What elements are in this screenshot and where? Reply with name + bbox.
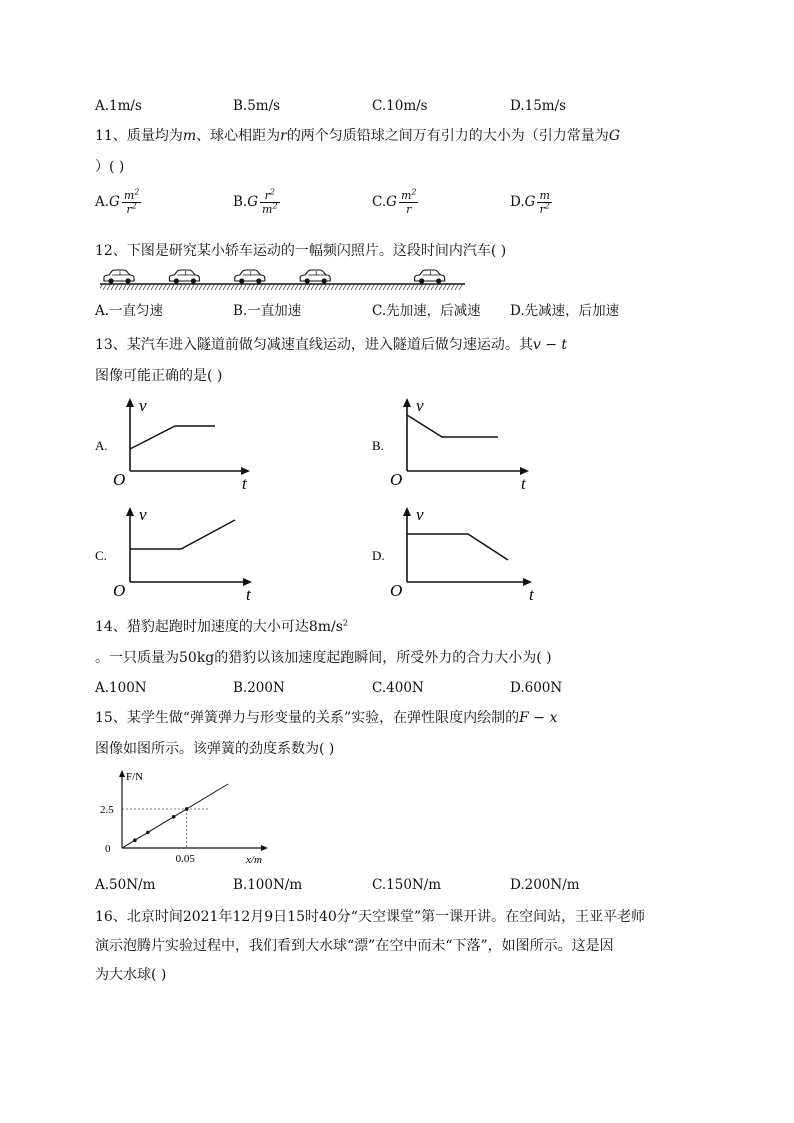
q13-stem-line1: 13、某汽车进入隧道前做匀减速直线运动，进入隧道后做匀速运动。其v − t — [95, 337, 567, 353]
ground-hatch — [287, 285, 290, 290]
ground-hatch — [295, 285, 298, 290]
q10-option-c: C.10m/s — [372, 98, 428, 114]
y-tick-2-5: 2.5 — [100, 803, 114, 816]
x-axis-label: x/m — [246, 854, 262, 866]
q11-stem-line2: ）( ) — [95, 159, 125, 175]
ground-hatch — [459, 285, 462, 290]
ground-hatch — [267, 285, 270, 290]
ground-hatch — [367, 285, 370, 290]
ground-hatch — [167, 285, 170, 290]
strobe-photo-cars — [100, 268, 465, 292]
ground-hatch — [219, 285, 222, 290]
ground-hatch — [379, 285, 382, 290]
q11-option-b: B.G $\frac{r^2}{m^2}$ — [233, 187, 278, 216]
ground-hatch — [411, 285, 414, 290]
ground-hatch — [371, 285, 374, 290]
ground-hatch — [227, 285, 230, 290]
q14-stem-line2: 。一只质量为50kg的猎豹以该加速度起跑瞬间，所受外力的合力大小为( ) — [95, 650, 552, 666]
v-axis-arrow — [126, 398, 134, 407]
ground-hatch — [107, 285, 110, 290]
ground-hatch — [207, 285, 210, 290]
ground-hatch — [275, 285, 278, 290]
vt-curve — [130, 520, 235, 549]
ground-hatch — [255, 285, 258, 290]
ground-hatch — [335, 285, 338, 290]
ground-hatch — [359, 285, 362, 290]
ground-hatch — [139, 285, 142, 290]
x-axis-arrow — [261, 845, 268, 851]
graph-a-label: A. — [95, 438, 108, 453]
ground-hatch — [279, 285, 282, 290]
ground-hatch — [147, 285, 150, 290]
car-1 — [104, 270, 134, 284]
q11-option-d: D.G $\frac{m}{r^2}$ — [510, 189, 550, 216]
ground-hatch — [191, 285, 194, 290]
ground-hatch — [307, 285, 310, 290]
data-point-4 — [185, 807, 189, 811]
q13-graph-d — [372, 502, 542, 602]
q15-option-a: A.50N/m — [95, 877, 156, 893]
ground-hatch — [323, 285, 326, 290]
graph-d-label: D. — [372, 548, 385, 563]
ground-hatch — [303, 285, 306, 290]
q16-stem-line1: 16、北京时间2021年12月9日15时40分“天空课堂”第一课开讲。在空间站，王亚平老师 — [95, 909, 646, 925]
q14-option-c: C.400N — [372, 680, 424, 696]
v-axis-arrow — [403, 398, 411, 407]
y-axis-arrow — [119, 770, 125, 777]
v-axis-arrow — [403, 507, 411, 516]
ground-hatch — [223, 285, 226, 290]
ground-hatch — [143, 285, 146, 290]
ground-hatch — [383, 285, 386, 290]
ground-hatch — [115, 285, 118, 290]
ground-hatch — [447, 285, 450, 290]
ground-hatch — [131, 285, 134, 290]
ground-hatch — [203, 285, 206, 290]
vt-curve — [407, 534, 508, 560]
q13-stem-line2: 图像可能正确的是( ) — [95, 368, 223, 384]
ground-hatch — [291, 285, 294, 290]
ground-hatch — [363, 285, 366, 290]
y-axis-label: F/N — [126, 771, 144, 783]
ground-hatch — [159, 285, 162, 290]
ground-hatch — [111, 285, 114, 290]
ground-hatch — [195, 285, 198, 290]
q15-fx-chart — [100, 768, 280, 870]
ground-hatch — [235, 285, 238, 290]
q13-graph-c — [95, 502, 260, 602]
ground-hatch — [439, 285, 442, 290]
ground-hatch — [199, 285, 202, 290]
ground-hatch — [395, 285, 398, 290]
ground-hatch — [327, 285, 330, 290]
ground-hatch — [151, 285, 154, 290]
q14-option-a: A.100N — [95, 680, 147, 696]
car-3 — [235, 270, 265, 284]
ground-hatch — [127, 285, 130, 290]
q15-stem-line2: 图像如图所示。该弹簧的劲度系数为( ) — [95, 741, 335, 757]
ground-hatch — [407, 285, 410, 290]
y-tick-0: 0 — [105, 843, 111, 855]
t-label: t — [521, 474, 526, 493]
vt-curve — [130, 426, 215, 449]
ground-hatch — [347, 285, 350, 290]
ground-hatch — [375, 285, 378, 290]
q11-option-a: A.G $\frac{m^2}{r^2}$ — [95, 187, 140, 216]
q13-graph-b — [372, 393, 537, 493]
q15-option-b: B.100N/m — [233, 877, 303, 893]
origin-label: O — [113, 581, 126, 600]
ground-hatch — [211, 285, 214, 290]
data-point-1 — [133, 838, 137, 842]
ground-hatch — [183, 285, 186, 290]
data-point-3 — [172, 815, 176, 819]
ground-hatch — [423, 285, 426, 290]
ground-hatch — [427, 285, 430, 290]
ground-hatch — [315, 285, 318, 290]
origin-label: O — [390, 470, 403, 489]
ground-hatch — [247, 285, 250, 290]
q12-stem: 12、下图是研究某小轿车运动的一幅频闪照片。这段时间内汽车( ) — [95, 243, 507, 259]
ground-hatch — [311, 285, 314, 290]
q10-option-a: A.1m/s — [95, 98, 142, 114]
q15-option-d: D.200N/m — [510, 877, 580, 893]
data-point-2 — [146, 831, 150, 835]
ground-hatch — [431, 285, 434, 290]
ground-hatch — [239, 285, 242, 290]
ground-hatch — [251, 285, 254, 290]
car-4 — [300, 270, 330, 284]
graph-c-label: C. — [95, 548, 107, 563]
origin-label: O — [113, 470, 126, 489]
graph-b-label: B. — [372, 438, 384, 453]
q16-stem-line3: 为大水球( ) — [95, 967, 167, 983]
q12-option-a: A.一直匀速 — [95, 303, 164, 319]
t-label: t — [242, 474, 247, 493]
ground-hatch — [351, 285, 354, 290]
q15-stem-line1: 15、某学生做“弹簧弹力与形变量的关系”实验，在弹性限度内绘制的F − x — [95, 710, 558, 726]
q15-option-c: C.150N/m — [372, 877, 442, 893]
q14-option-d: D.600N — [510, 680, 563, 696]
ground-hatch — [100, 285, 102, 290]
ground-hatch — [451, 285, 454, 290]
q13-graph-a — [95, 393, 255, 493]
v-axis-arrow — [126, 507, 134, 516]
ground-hatch — [331, 285, 334, 290]
ground-hatch — [243, 285, 246, 290]
ground-hatch — [155, 285, 158, 290]
ground-hatch — [263, 285, 266, 290]
q12-option-b: B.一直加速 — [233, 303, 302, 319]
ground-hatch — [135, 285, 138, 290]
vt-curve — [407, 415, 498, 437]
q12-option-d: D.先减速，后加速 — [510, 303, 620, 319]
ground-hatch — [283, 285, 286, 290]
ground-hatch — [175, 285, 178, 290]
ground-hatch — [419, 285, 422, 290]
ground-hatch — [163, 285, 166, 290]
v-label: v — [416, 396, 424, 415]
ground-hatch — [123, 285, 126, 290]
q10-option-b: B.5m/s — [233, 98, 281, 114]
q11-stem-line1: 11、质量均为m、球心相距为r的两个匀质铅球之间万有引力的大小为（引力常量为G — [95, 128, 620, 144]
v-label: v — [139, 505, 147, 524]
ground-hatch — [455, 285, 458, 290]
ground-hatch — [403, 285, 406, 290]
origin-label: O — [390, 581, 403, 600]
q12-option-c: C.先加速，后减速 — [372, 303, 481, 319]
t-label: t — [529, 585, 534, 602]
t-label: t — [246, 585, 251, 602]
ground-hatch — [271, 285, 274, 290]
car-5 — [415, 270, 445, 284]
ground-hatch — [171, 285, 174, 290]
ground-hatch — [215, 285, 218, 290]
q11-option-c: C.G $\frac{m^2}{r}$ — [372, 187, 417, 216]
v-label: v — [139, 396, 147, 415]
ground-hatch — [179, 285, 182, 290]
ground-hatch — [319, 285, 322, 290]
ground-hatch — [435, 285, 438, 290]
ground-hatch — [343, 285, 346, 290]
q10-option-d: D.15m/s — [510, 98, 567, 114]
ground-hatch — [231, 285, 234, 290]
ground-hatch — [399, 285, 402, 290]
x-tick-0-05: 0.05 — [175, 853, 195, 865]
q16-stem-line2: 演示泡腾片实验过程中，我们看到大水球“漂”在空中而未“下落”，如图所示。这是因 — [95, 938, 614, 954]
q14-stem-line1: 14、猎豹起跑时加速度的大小可达$8m/s^2$ — [95, 618, 349, 635]
ground-hatch — [299, 285, 302, 290]
ground-hatch — [339, 285, 342, 290]
ground-hatch — [391, 285, 394, 290]
ground-hatch — [443, 285, 446, 290]
v-label: v — [416, 505, 424, 524]
ground-hatch — [187, 285, 190, 290]
ground-hatch — [259, 285, 262, 290]
ground-hatch — [119, 285, 122, 290]
ground-hatch — [355, 285, 358, 290]
car-2 — [169, 270, 199, 284]
ground-hatch — [415, 285, 418, 290]
ground-hatch — [387, 285, 390, 290]
q14-option-b: B.200N — [233, 680, 285, 696]
ground-hatch — [103, 285, 106, 290]
